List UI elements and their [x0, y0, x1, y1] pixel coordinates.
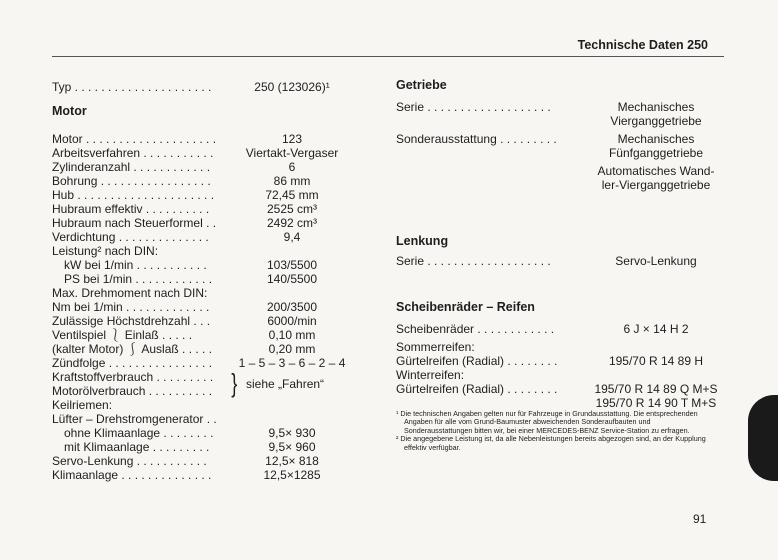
lenkung-spec-list	[396, 254, 726, 272]
spec-value-line: 195/70 R 14 90 T M+S	[595, 396, 717, 410]
spec-row	[396, 164, 726, 192]
spec-label: Hub . . . . . . . . . . . . . . . . . . . . .	[52, 188, 215, 202]
spec-label: Keilriemen:	[52, 398, 113, 412]
spec-value	[586, 354, 726, 368]
oil-consumption-label: Motorölverbrauch . . . . . . . . . .	[52, 384, 213, 398]
spec-row	[52, 230, 352, 244]
spec-row	[396, 100, 726, 128]
spec-row	[396, 354, 726, 368]
spec-value	[586, 254, 726, 268]
spec-value: 9,5× 930	[268, 426, 316, 440]
spec-row	[52, 314, 352, 328]
spec-value: Viertakt-Vergaser	[245, 146, 339, 160]
spec-label: (kalter Motor) ⎰ Auslaß . . . . .	[52, 342, 213, 356]
spec-value-line: Servo-Lenkung	[615, 254, 697, 268]
spec-row	[52, 426, 352, 440]
spec-value	[586, 132, 726, 160]
typ-value: 250 (123026)¹	[254, 80, 330, 94]
right-column	[396, 78, 726, 410]
spec-row	[52, 342, 352, 356]
belt-spec-list	[52, 398, 352, 482]
spec-label: Gürtelreifen (Radial) . . . . . . . .	[396, 382, 558, 396]
spec-value-line: Vierganggetriebe	[610, 114, 702, 128]
spec-row	[52, 286, 352, 300]
spec-value-line: Mechanisches	[617, 100, 695, 114]
spec-row	[52, 188, 352, 202]
spec-row	[52, 356, 352, 370]
spec-row	[52, 398, 352, 412]
spec-label: ohne Klimaanlage . . . . . . . .	[64, 426, 214, 440]
spec-label: PS bei 1/min . . . . . . . . . . . .	[64, 272, 213, 286]
spec-label: Max. Drehmoment nach DIN:	[52, 286, 208, 300]
spec-row	[52, 272, 352, 286]
spec-row	[52, 258, 352, 272]
spec-value: 9,4	[283, 230, 301, 244]
spec-label: Hubraum effektiv . . . . . . . . . .	[52, 202, 210, 216]
reifen-heading: Scheibenräder – Reifen	[396, 300, 535, 314]
spec-row	[52, 454, 352, 468]
spec-value: 1 – 5 – 3 – 6 – 2 – 4	[238, 356, 346, 370]
spec-value	[586, 100, 726, 128]
spec-label: Arbeitsverfahren . . . . . . . . . . .	[52, 146, 214, 160]
spec-row	[52, 132, 352, 146]
spec-value	[586, 164, 726, 192]
footnote-2: ² Die angegebene Leistung ist, da alle Nebenleistungen bereits abgezogen sind, an der Kupplung effektiv verfügbar.	[396, 434, 706, 452]
spec-value-line: 195/70 R 14 89 H	[608, 354, 704, 368]
spec-value: 123	[281, 132, 303, 146]
spec-row	[52, 174, 352, 188]
spec-label: Servo-Lenkung . . . . . . . . . . .	[52, 454, 207, 468]
spec-row	[396, 132, 726, 160]
spec-value	[586, 322, 726, 336]
brace-symbol: }	[231, 368, 238, 398]
spec-label: Bohrung . . . . . . . . . . . . . . . . .	[52, 174, 211, 188]
spec-label: Zylinderanzahl . . . . . . . . . . . .	[52, 160, 211, 174]
spec-label: Lüfter – Drehstromgenerator . .	[52, 412, 217, 426]
spec-row	[396, 340, 726, 354]
spec-row	[52, 216, 352, 230]
spec-value: 12,5×1285	[263, 468, 321, 482]
spec-label: Sonderausstattung . . . . . . . . .	[396, 132, 557, 146]
spec-value-line: Fünfganggetriebe	[608, 146, 704, 160]
spec-value: 140/5500	[266, 272, 318, 286]
thumb-index-tab	[748, 395, 778, 481]
spec-label: kW bei 1/min . . . . . . . . . . .	[64, 258, 207, 272]
spec-row	[52, 146, 352, 160]
spec-value: 12,5× 818	[265, 454, 319, 468]
spec-label: mit Klimaanlage . . . . . . . . .	[64, 440, 210, 454]
spec-label: Serie . . . . . . . . . . . . . . . . . . .	[396, 100, 551, 114]
spec-value-line: Automatisches Wand-	[597, 164, 715, 178]
reifen-spec-list	[396, 322, 726, 410]
spec-row	[396, 368, 726, 382]
spec-label: Verdichtung . . . . . . . . . . . . . .	[52, 230, 209, 244]
getriebe-spec-list	[396, 100, 726, 196]
spec-value-line: 195/70 R 14 89 Q M+S	[594, 382, 718, 396]
spec-row	[52, 160, 352, 174]
spec-label: Klimaanlage . . . . . . . . . . . . . .	[52, 468, 212, 482]
consumption-value: siehe „Fahren“	[246, 377, 325, 391]
footnote-1: ¹ Die technischen Angaben gelten nur für Fahrzeuge in Grundausstattung. Die entsprechenden Angaben für alle vom Grund-Baumuster abweichenden Sonderaufbauten und Sonderausstattungen bitten wir, bei einer MERCEDES-BENZ Service-Station zu erfragen.	[396, 409, 698, 435]
spec-label: Sommerreifen:	[396, 340, 475, 354]
footnotes	[396, 410, 706, 452]
spec-value: 9,5× 960	[268, 440, 316, 454]
spec-label: Leistung² nach DIN:	[52, 244, 159, 258]
spec-value: 103/5500	[266, 258, 318, 272]
spec-value: 2525 cm³	[266, 202, 318, 216]
spec-label: Nm bei 1/min . . . . . . . . . . . . .	[52, 300, 210, 314]
spec-value: 6000/min	[267, 314, 317, 328]
consumption-brace-group	[52, 370, 352, 398]
page-number: 91	[693, 512, 707, 526]
spec-label: Hubraum nach Steuerformel . .	[52, 216, 217, 230]
spec-value: 72,45 mm	[265, 188, 319, 202]
motor-heading: Motor	[52, 104, 87, 118]
fuel-consumption-label: Kraftstoffverbrauch . . . . . . . . .	[52, 370, 214, 384]
spec-row	[52, 300, 352, 314]
spec-row	[52, 202, 352, 216]
spec-label: Scheibenräder . . . . . . . . . . . .	[396, 322, 555, 336]
left-column	[52, 80, 352, 482]
spec-value	[586, 382, 726, 410]
spec-value: 200/3500	[266, 300, 318, 314]
typ-row	[52, 80, 352, 94]
spec-label: Ventilspiel ⎱ Einlaß . . . . .	[52, 328, 193, 342]
spec-label: Gürtelreifen (Radial) . . . . . . . .	[396, 354, 558, 368]
spec-row	[396, 382, 726, 410]
spec-row	[52, 244, 352, 258]
getriebe-heading: Getriebe	[396, 78, 447, 92]
lenkung-heading: Lenkung	[396, 234, 449, 248]
spec-label: Serie . . . . . . . . . . . . . . . . . . .	[396, 254, 551, 268]
header-rule	[52, 56, 724, 57]
spec-row	[52, 412, 352, 426]
spec-value: 0,10 mm	[268, 328, 316, 342]
spec-value: 86 mm	[273, 174, 311, 188]
spec-row	[396, 254, 726, 268]
spec-value-line: Mechanisches	[617, 132, 695, 146]
spec-row	[52, 328, 352, 342]
spec-label: Motor . . . . . . . . . . . . . . . . . . . .	[52, 132, 217, 146]
spec-value-line: ler-Vierganggetriebe	[601, 178, 711, 192]
spec-value-line: 6 J × 14 H 2	[623, 322, 689, 336]
spec-row	[52, 440, 352, 454]
spec-label: Zulässige Höchstdrehzahl . . .	[52, 314, 211, 328]
page-header-title: Technische Daten 250	[577, 38, 708, 52]
spec-row	[52, 468, 352, 482]
spec-value: 6	[288, 160, 296, 174]
spec-value: 0,20 mm	[268, 342, 316, 356]
spec-value: 2492 cm³	[266, 216, 318, 230]
motor-spec-list	[52, 132, 352, 370]
spec-label: Winterreifen:	[396, 368, 465, 382]
spec-row	[396, 322, 726, 336]
typ-label: Typ . . . . . . . . . . . . . . . . . . . . .	[52, 80, 212, 94]
spec-label: Zündfolge . . . . . . . . . . . . . . . .	[52, 356, 213, 370]
